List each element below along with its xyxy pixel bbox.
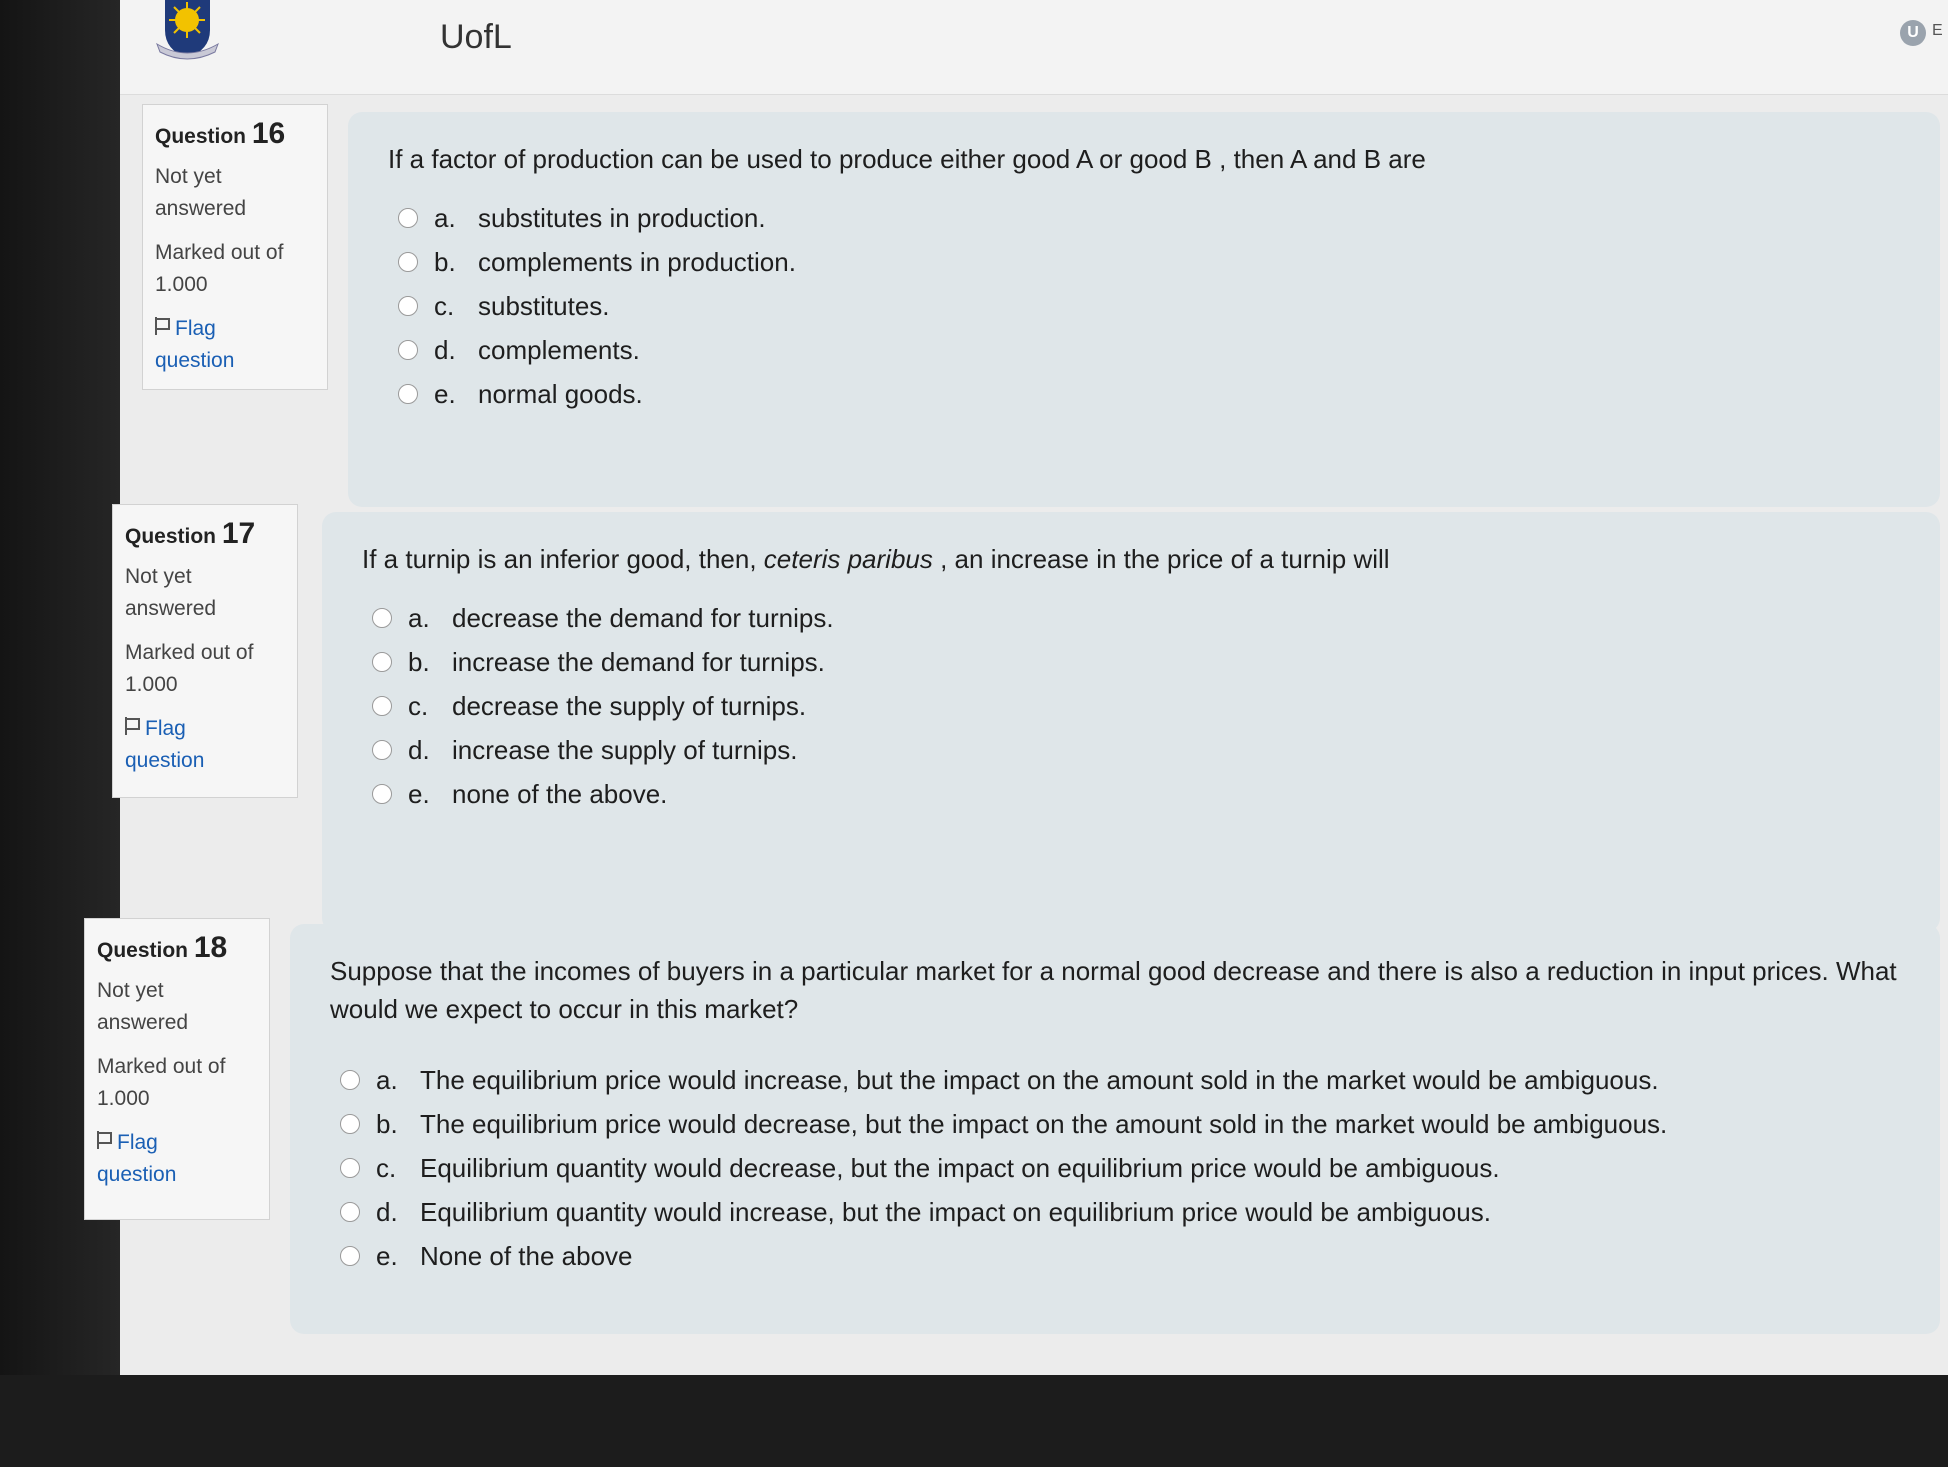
grade-line: Marked out of [125,641,254,664]
radio-button[interactable] [372,784,392,804]
answer-letter: d. [408,734,430,765]
radio-button[interactable] [372,696,392,716]
flag-label: Flag [175,317,216,340]
answer-letter: b. [376,1108,398,1139]
question-grade [97,1051,257,1115]
site-header [120,0,1948,95]
answer-letter: a. [434,202,456,233]
question-heading [155,117,315,151]
question-info-18 [84,918,270,1220]
answer-option-c[interactable] [340,1146,1900,1190]
answer-list [340,1058,1900,1278]
answer-text: The equilibrium price would increase, but the impact on the amount sold in the market would be ambiguous. [420,1064,1659,1095]
answer-letter: e. [376,1240,398,1271]
university-logo[interactable] [155,0,220,62]
question-content-18 [290,924,1940,1334]
flag-icon [125,717,139,735]
answer-letter: e. [434,378,456,409]
question-text: If a factor of production can be used to produce either good A or good B , then A and B are [388,144,1426,174]
answer-text: The equilibrium price would decrease, but the impact on the amount sold in the market would be ambiguous. [420,1108,1668,1139]
answer-option-a[interactable] [398,196,1900,240]
question-grade [125,637,285,701]
grade-line: 1.000 [97,1087,150,1110]
answer-text: complements. [478,334,640,365]
grade-line: Marked out of [155,241,284,264]
radio-button[interactable] [372,740,392,760]
answer-text: None of the above [420,1240,633,1271]
flag-label: Flag [117,1131,158,1154]
radio-button[interactable] [340,1158,360,1178]
answer-option-e[interactable] [398,372,1900,416]
answer-text: increase the demand for turnips. [452,646,825,677]
question-content-17 [322,512,1940,932]
answer-text: none of the above. [452,778,668,809]
question-label: Question [125,525,217,548]
question-label: Question [97,939,189,962]
answer-letter: c. [376,1152,397,1183]
question-text: If a turnip is an inferior good, then, ceteris paribus , an increase in the price of a turnip will [362,544,1390,574]
question-heading [97,931,257,965]
flag-label: question [97,1163,177,1186]
answer-option-d[interactable] [372,728,1900,772]
question-state [97,975,257,1039]
answer-text: Equilibrium quantity would increase, but the impact on equilibrium price would be ambiguous. [420,1196,1491,1227]
answer-option-e[interactable] [372,772,1900,816]
answer-option-c[interactable] [398,284,1900,328]
answer-option-b[interactable] [372,640,1900,684]
flag-label: Flag [145,717,186,740]
question-label: Question [155,125,247,148]
flag-label: question [125,749,205,772]
radio-button[interactable] [372,652,392,672]
radio-button[interactable] [398,252,418,272]
question-heading [125,517,285,551]
answer-text: increase the supply of turnips. [452,734,798,765]
flag-icon [97,1131,111,1149]
radio-button[interactable] [340,1246,360,1266]
flag-question-button[interactable] [125,713,285,777]
question-info-17 [112,504,298,798]
answer-text: decrease the supply of turnips. [452,690,807,721]
radio-button[interactable] [372,608,392,628]
radio-button[interactable] [398,384,418,404]
answer-text: decrease the demand for turnips. [452,602,834,633]
flag-icon [155,317,169,335]
answer-option-a[interactable] [340,1058,1900,1102]
answer-list [372,596,1900,816]
question-info-16 [142,104,328,390]
radio-button[interactable] [340,1114,360,1134]
flag-question-button[interactable] [97,1127,257,1191]
question-number: 16 [251,117,286,150]
grade-line: 1.000 [125,673,178,696]
flag-question-button[interactable] [155,313,315,377]
screen-bezel-bottom [0,1375,1948,1467]
question-number: 17 [221,517,256,550]
user-avatar[interactable]: U [1900,20,1926,46]
answer-option-c[interactable] [372,684,1900,728]
question-state [125,561,285,625]
answer-list [398,196,1900,416]
answer-letter: a. [408,602,430,633]
state-line: answered [97,1011,189,1034]
answer-letter: b. [434,246,456,277]
answer-option-d[interactable] [398,328,1900,372]
answer-text: Equilibrium quantity would decrease, but the impact on equilibrium price would be ambiguous. [420,1152,1500,1183]
user-menu-label[interactable]: E [1932,22,1943,39]
answer-text: substitutes. [478,290,610,321]
answer-text: complements in production. [478,246,796,277]
answer-letter: b. [408,646,430,677]
radio-button[interactable] [398,340,418,360]
answer-letter: c. [434,290,455,321]
answer-option-b[interactable] [398,240,1900,284]
answer-letter: d. [434,334,456,365]
answer-letter: d. [376,1196,398,1227]
site-name[interactable]: UofL [440,18,512,56]
answer-option-e[interactable] [340,1234,1900,1278]
radio-button[interactable] [398,296,418,316]
grade-line: Marked out of [97,1055,226,1078]
answer-option-d[interactable] [340,1190,1900,1234]
radio-button[interactable] [398,208,418,228]
answer-letter: e. [408,778,430,809]
answer-option-b[interactable] [340,1102,1900,1146]
answer-text: normal goods. [478,378,643,409]
state-line: Not yet [125,565,192,588]
question-text: Suppose that the incomes of buyers in a particular market for a normal good decrease and there is also a reduction in input prices. What would we expect to occur in this market? [330,956,1897,1024]
state-line: Not yet [97,979,164,1002]
question-content-16 [348,112,1940,507]
answer-letter: c. [408,690,429,721]
question-grade [155,237,315,301]
question-number: 18 [193,931,228,964]
state-line: answered [155,197,247,220]
radio-button[interactable] [340,1202,360,1222]
answer-text: substitutes in production. [478,202,766,233]
answer-letter: a. [376,1064,398,1095]
answer-option-a[interactable] [372,596,1900,640]
state-line: answered [125,597,217,620]
radio-button[interactable] [340,1070,360,1090]
flag-label: question [155,349,235,372]
grade-line: 1.000 [155,273,208,296]
state-line: Not yet [155,165,222,188]
question-state [155,161,315,225]
